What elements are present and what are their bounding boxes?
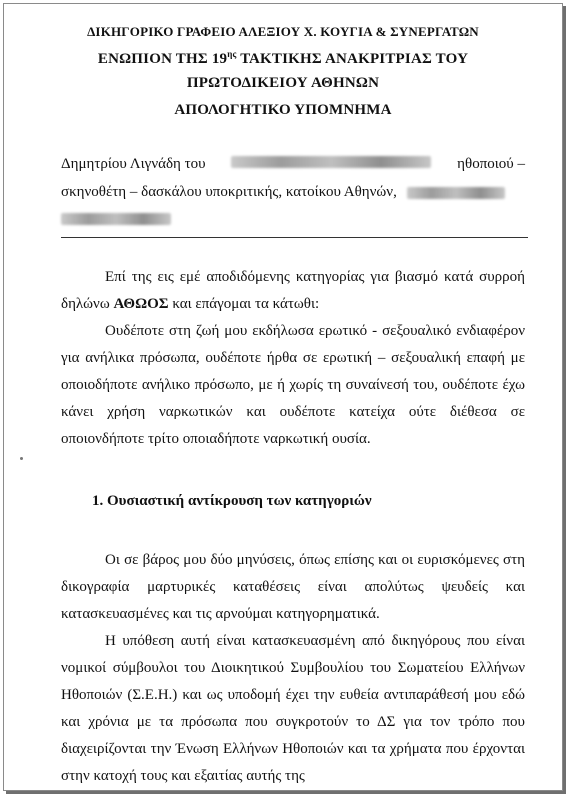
intro-profession: ηθοποιού – [457,156,525,172]
innocent-word: ΑΘΩΟΣ [113,296,169,312]
paragraph-denial: Ουδέποτε στη ζωή μου εκδήλωσα ερωτικό - σεξουαλικό ενδιαφέρον για ανήλικα πρόσωπα, ουδέποτε ήρθα σε ερωτική – σεξουαλική επαφή με οποιοδήποτε ανήλικο πρόσωπο, με ή χωρίς τη συναίνεσή του, ουδέποτε έχω κάνει χρήση ναρκωτικών και ουδέποτε κατείχα ούτε διέθεσα σε οποιονδήποτε τρίτο οποιαδήποτε ναρκωτική ουσία. [61,323,525,447]
intro-line-2 [61,184,528,201]
intro-line-3 [61,210,525,227]
section-heading: 1. Ουσιαστική αντίκρουση των κατηγοριών [92,493,372,509]
redacted-block [61,213,171,225]
paragraph-case: Η υπόθεση αυτή είναι κατασκευασμένη από δικηγόρους που είναι νομικοί σύμβουλοι του Διοικητικού Συμβουλίου του Σωματείου Ελλήνων Ηθοποιών (Σ.Ε.Η.) και ως υποδομή έχει την ευθεία αντιπαράθεσή μου εδώ και χρόνια με τα πρόσωπα που συγκροτούν το ΔΣ για τον τρόπο που διαχειρίζονται την Ένωση Ελλήνων Ηθοποιών και τα χρήματα που έρχονται στην κατοχή τους και εξαιτίας αυτής της [61,633,525,784]
redacted-block [231,156,431,168]
court-line-2: ΠΡΩΤΟΔΙΚΕΙΟΥ ΑΘΗΝΩΝ [186,75,380,91]
law-firm-header: ΔΙΚΗΓΟΡΙΚΟ ΓΡΑΦΕΙΟ ΑΛΕΞΙΟΥ Χ. ΚΟΥΓΙΑ & ΣΥΝΕΡΓΑΤΩΝ [87,24,479,39]
court-line-1-pre: ΕΝΩΠΙΟΝ ΤΗΣ 19 [97,51,228,67]
document-page [3,3,563,791]
court-line-1-post: ΤΑΚΤΙΚΗΣ ΑΝΑΚΡΙΤΡΙΑΣ ΤΟΥ [236,51,469,67]
document-title: ΑΠΟΛΟΓΗΤΙΚΟ ΥΠΟΜΝΗΜΑ [174,102,392,118]
intro-residence: σκηνοθέτη – δασκάλου υποκριτικής, κατοίκου Αθηνών, [61,184,397,200]
intro-line-1 [61,156,525,173]
redacted-block [407,187,505,199]
court-line-1 [4,51,562,68]
court-line-1-sup: ης [227,49,237,59]
separator-rule [61,237,528,238]
paragraph-complaints: Οι σε βάρος μου δύο μηνύσεις, όπως επίσης και οι ευρισκόμενες στη δικογραφία μαρτυρικές καταθέσεις είναι απολύτως ψευδείς και κατασκευασμένες και τις αρνούμαι κατηγορηματικά. [61,552,525,622]
scan-dot [20,457,23,460]
paragraph-declaration [61,264,525,318]
declaration-text: Επί της εις εμέ αποδιδόμενης κατηγορίας για βιασμό κατά συρροή δηλώνω [61,269,525,312]
declaration-text-end: και επάγομαι τα κάτωθι: [168,296,320,312]
intro-name: Δημητρίου Λιγνάδη του [61,156,206,172]
